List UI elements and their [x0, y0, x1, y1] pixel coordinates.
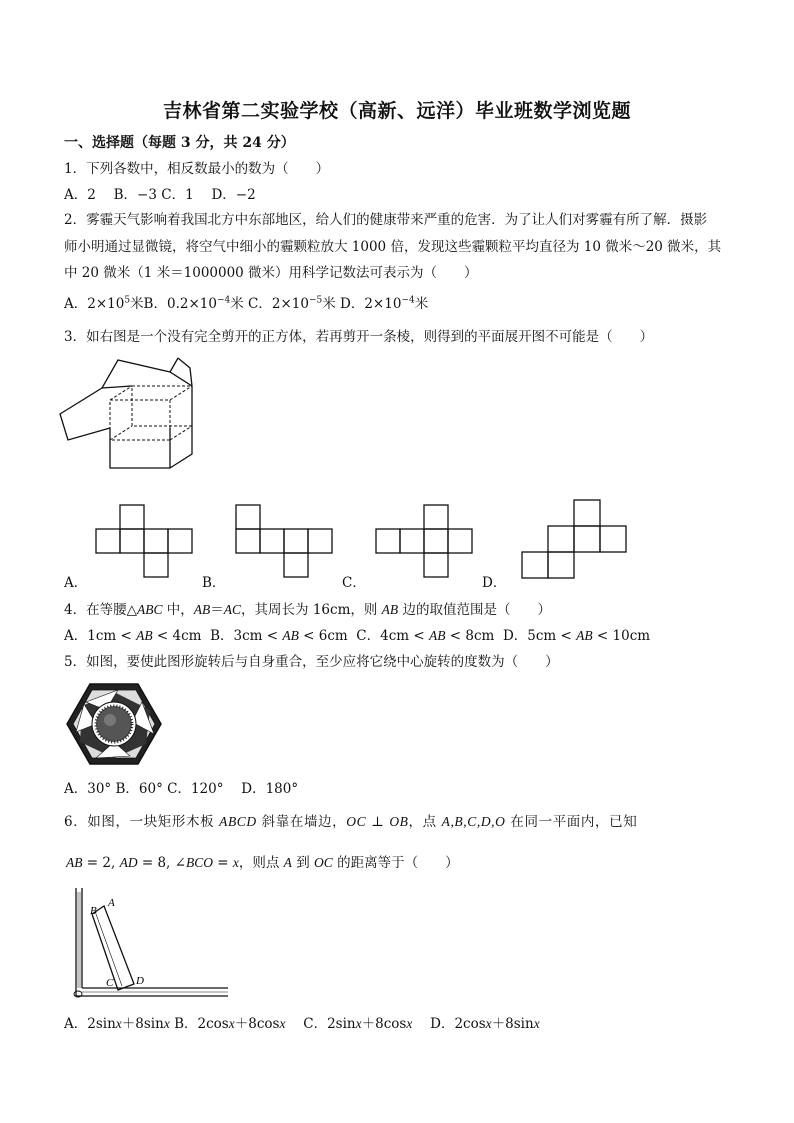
page-title: 吉林省第二实验学校（高新、远洋）毕业班数学浏览题 — [162, 100, 631, 122]
q4-stem: 4．在等腰△ABC 中，AB＝AC，其周长为 16cm，则 AB 边的取值范围是（ ） — [64, 602, 551, 618]
q3-label-d: D． — [482, 575, 507, 591]
q6-label-a: A — [108, 897, 115, 909]
q6-board-figure — [70, 888, 230, 1000]
q6-line1: 6．如图，一块矩形木板 ABCD 斜靠在墙边，OC ⊥ OB，点 A,B,C,D,O 在同一平面内，已知 — [64, 814, 638, 830]
q6-line2: AB = 2, AD = 8, ∠BCO = x，则点 A 到 OC 的距离等于（ ） — [66, 855, 459, 871]
q3-net-b — [236, 505, 332, 577]
q6-label-c: C — [106, 977, 114, 989]
q6-options: A．2sinx＋8sinx B．2cosx＋8cosx C．2sinx＋8cosx D．2cosx＋8sinx — [64, 1016, 540, 1032]
q3-net-a — [96, 505, 192, 577]
q3-label-c: C． — [342, 575, 366, 591]
q6-label-d: D — [136, 975, 144, 987]
q5-hexagon-figure — [66, 682, 162, 766]
q2-line1: 2．雾霾天气影响着我国北方中东部地区，给人们的健康带来严重的危害．为了让人们对雾霾有所了解．摄影 — [64, 212, 708, 228]
q3-net-c — [376, 505, 472, 577]
q3-stem: 3．如右图是一个没有完全剪开的正方体，若再剪开一条棱，则得到的平面展开图不可能是（ ） — [64, 329, 654, 345]
q3-net-d — [522, 500, 626, 578]
q3-label-a: A． — [64, 575, 88, 591]
q3-label-b: B． — [202, 575, 226, 591]
q1-options: A．2 B．−3 C．1 D．−2 — [64, 187, 256, 203]
q3-cube-figure — [60, 358, 210, 470]
q2-line3: 中 20 微米（1 米＝1000000 微米）用科学记数法可表示为（ ） — [64, 265, 478, 281]
q5-stem: 5．如图，要使此图形旋转后与自身重合，至少应将它绕中心旋转的度数为（ ） — [64, 654, 559, 670]
section-heading-choice: 一、选择题（每题 3 分，共 24 分） — [64, 135, 295, 151]
q5-options: A．30° B．60° C．120° D．180° — [64, 781, 299, 797]
q6-label-b: B — [90, 905, 97, 917]
q2-options: A．$2\times 10^5$米B．$0.2\times 10^{-4}$米 C．$2\times 10^{-5}$米 D．$2\times 10^{-4}$米 — [64, 295, 429, 312]
q1-stem: 1．下列各数中，相反数最小的数为（ ） — [64, 161, 330, 177]
q4-options: A．1cm < AB < 4cm B．3cm < AB < 6cm C．4cm < AB < 8cm D．5cm < AB < 10cm — [64, 628, 651, 644]
q2-line2: 师小明通过显微镜，将空气中细小的霾颗粒放大 1000 倍，发现这些霾颗粒平均直径为 10 微米～20 微米，其 — [64, 239, 722, 255]
